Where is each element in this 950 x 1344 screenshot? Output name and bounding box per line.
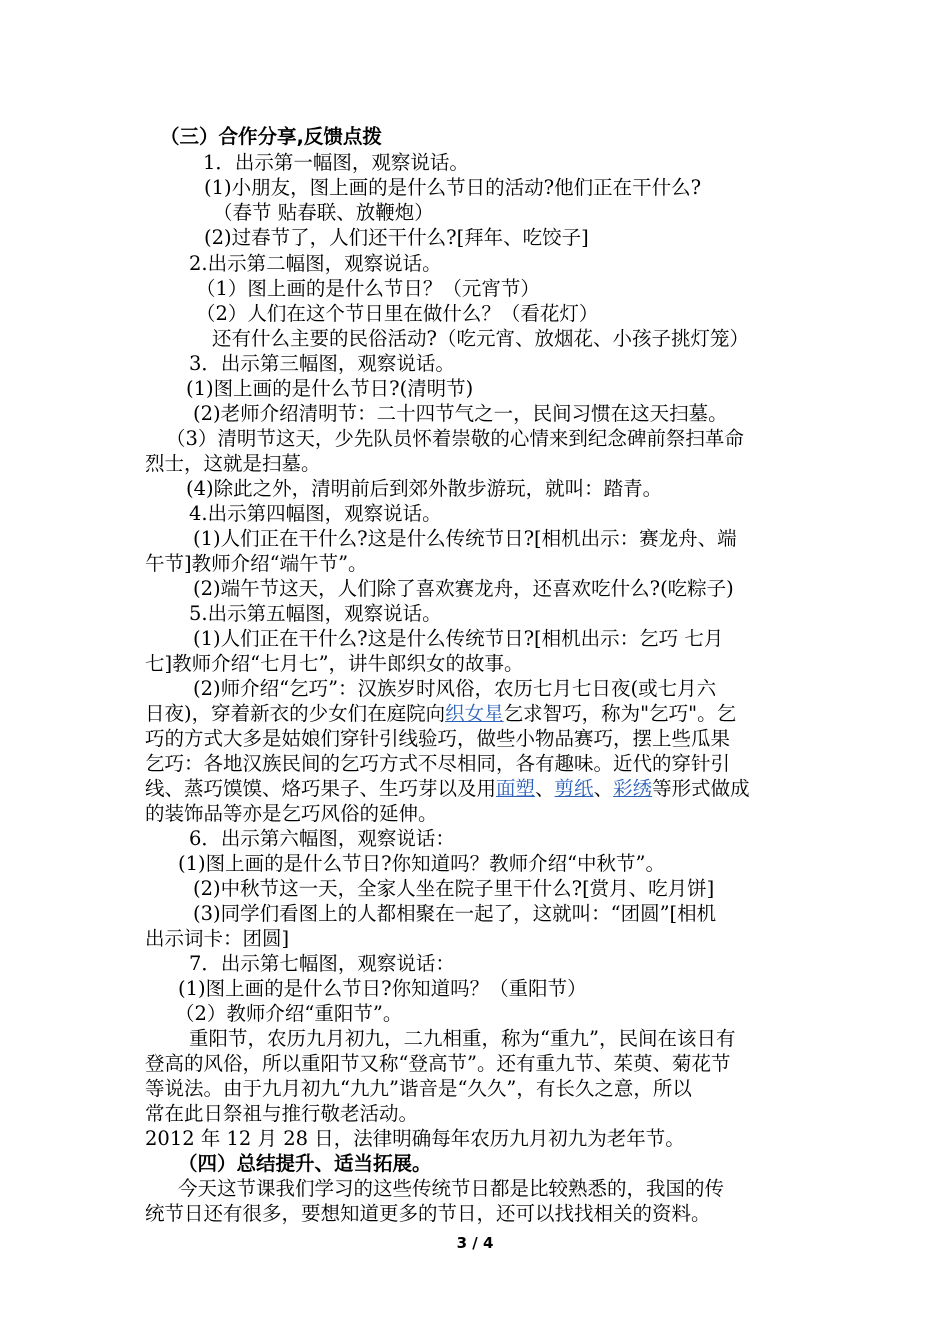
- item-7-question-1: (1)图上画的是什么节日?你知道吗？（重阳节）: [178, 977, 587, 1000]
- item-5-question-2-line-1: (2)师介绍“乞巧”：汉族岁时风俗，农历七月七日夜(或七月六: [193, 677, 717, 700]
- item-1-answer-1: （春节 贴春联、放鞭炮）: [213, 201, 434, 224]
- item-3-question-2: (2)老师介绍清明节：二十四节气之一，民间习惯在这天扫墓。: [193, 402, 728, 425]
- item-7-title: 7．出示第七幅图，观察说话：: [189, 952, 455, 975]
- item-4-question-1-line-1: (1)人们正在干什么?这是什么传统节日?[相机出示：赛龙舟、端: [193, 527, 737, 550]
- item-5-question-2-line-2: [145, 701, 736, 726]
- item-2-question-2: （2）人们在这个节日里在做什么？（看花灯）: [196, 302, 599, 325]
- section-4-heading: （四）总结提升、适当拓展。: [178, 1152, 432, 1175]
- item-1-question-2: (2)过春节了，人们还干什么?[拜年、吃饺子]: [204, 226, 589, 249]
- item-3-question-3-line-2: 烈士，这就是扫墓。: [145, 452, 321, 475]
- line-text: 日夜)，穿着新衣的少女们在庭院向: [145, 702, 446, 725]
- item-5-question-2-line-6: 的装饰品等亦是乞巧风俗的延伸。: [145, 802, 438, 825]
- item-2-question-1: （1）图上画的是什么节日？（元宵节）: [196, 277, 540, 300]
- link-caixiu[interactable]: 彩绣: [613, 777, 653, 800]
- item-3-title: 3．出示第三幅图，观察说话。: [189, 352, 455, 375]
- item-4-question-1-line-2: 午节]教师介绍“端午节”。: [145, 552, 368, 575]
- section-4-paragraph-line-2: 统节日还有很多，要想知道更多的节日，还可以找找相关的资料。: [145, 1202, 711, 1225]
- page-number: 3 / 4: [456, 1234, 494, 1252]
- link-jianzhi[interactable]: 剪纸: [554, 777, 594, 800]
- item-5-question-2-line-3: 巧的方式大多是姑娘们穿针引线验巧，做些小物品赛巧，摆上些瓜果: [145, 727, 731, 750]
- item-2-question-3: 还有什么主要的民俗活动?（吃元宵、放烟花、小孩子挑灯笼）: [212, 327, 749, 350]
- item-5-question-2-line-4: 乞巧：各地汉族民间的乞巧方式不尽相同，各有趣味。近代的穿针引: [145, 752, 731, 775]
- item-7-paragraph-line-5: 2012 年 12 月 28 日，法律明确每年农历九月初九为老年节。: [145, 1127, 685, 1150]
- item-6-question-3-line-1: (3)同学们看图上的人都相聚在一起了，这就叫：“团圆”[相机: [193, 902, 717, 925]
- item-7-paragraph-line-2: 登高的风俗，所以重阳节又称“登高节”。还有重九节、茱萸、菊花节: [145, 1052, 731, 1075]
- item-6-title: 6．出示第六幅图，观察说话：: [189, 827, 455, 850]
- item-4-question-2: (2)端午节这天，人们除了喜欢赛龙舟，还喜欢吃什么?(吃粽子): [193, 577, 734, 600]
- link-miansu[interactable]: 面塑: [496, 777, 536, 800]
- item-4-title: 4.出示第四幅图，观察说话。: [189, 502, 442, 525]
- item-3-question-4: (4)除此之外，清明前后到郊外散步游玩，就叫：踏青。: [186, 477, 663, 500]
- link-zhinvxing[interactable]: 织女星: [445, 702, 504, 725]
- item-2-title: 2.出示第二幅图，观察说话。: [189, 252, 442, 275]
- section-3-heading: （三）合作分享,反馈点拨: [160, 125, 382, 148]
- item-6-question-2: (2)中秋节这一天，全家人坐在院子里干什么?[赏月、吃月饼]: [193, 877, 715, 900]
- item-1-question-1: (1)小朋友，图上画的是什么节日的活动?他们正在干什么?: [204, 176, 702, 199]
- separator: 、: [535, 777, 555, 800]
- item-6-question-1: (1)图上画的是什么节日?你知道吗？教师介绍“中秋节”。: [178, 852, 666, 875]
- item-7-paragraph-line-1: 重阳节，农历九月初九，二九相重，称为“重九”，民间在该日有: [189, 1027, 736, 1050]
- item-1-title: 1．出示第一幅图，观察说话。: [203, 151, 469, 174]
- item-6-question-3-line-2: 出示词卡：团圆]: [145, 927, 290, 950]
- item-7-question-2: （2）教师介绍“重阳节”。: [175, 1002, 403, 1025]
- line-text: 线、蒸巧馍馍、烙巧果子、生巧芽以及用: [145, 777, 497, 800]
- line-text: 等形式做成: [652, 777, 750, 800]
- item-3-question-1: (1)图上画的是什么节日?(清明节): [186, 377, 474, 400]
- separator: 、: [593, 777, 614, 800]
- item-5-title: 5.出示第五幅图，观察说话。: [189, 602, 442, 625]
- line-text: 乞求智巧，称为"乞巧"。乞: [503, 702, 737, 725]
- item-7-paragraph-line-3: 等说法。由于九月初九“九九”谐音是“久久”，有长久之意，所以: [145, 1077, 692, 1100]
- item-5-question-2-line-5: [145, 776, 750, 801]
- item-3-question-3-line-1: （3）清明节这天，少先队员怀着崇敬的心情来到纪念碑前祭扫革命: [166, 427, 744, 450]
- item-7-paragraph-line-4: 常在此日祭祖与推行敬老活动。: [145, 1102, 419, 1125]
- section-4-paragraph-line-1: 今天这节课我们学习的这些传统节日都是比较熟悉的，我国的传: [178, 1177, 725, 1200]
- item-5-question-1-line-2: 七]教师介绍“七月七”，讲牛郎织女的故事。: [145, 652, 524, 675]
- item-5-question-1-line-1: (1)人们正在干什么?这是什么传统节日?[相机出示：乞巧 七月: [193, 627, 724, 650]
